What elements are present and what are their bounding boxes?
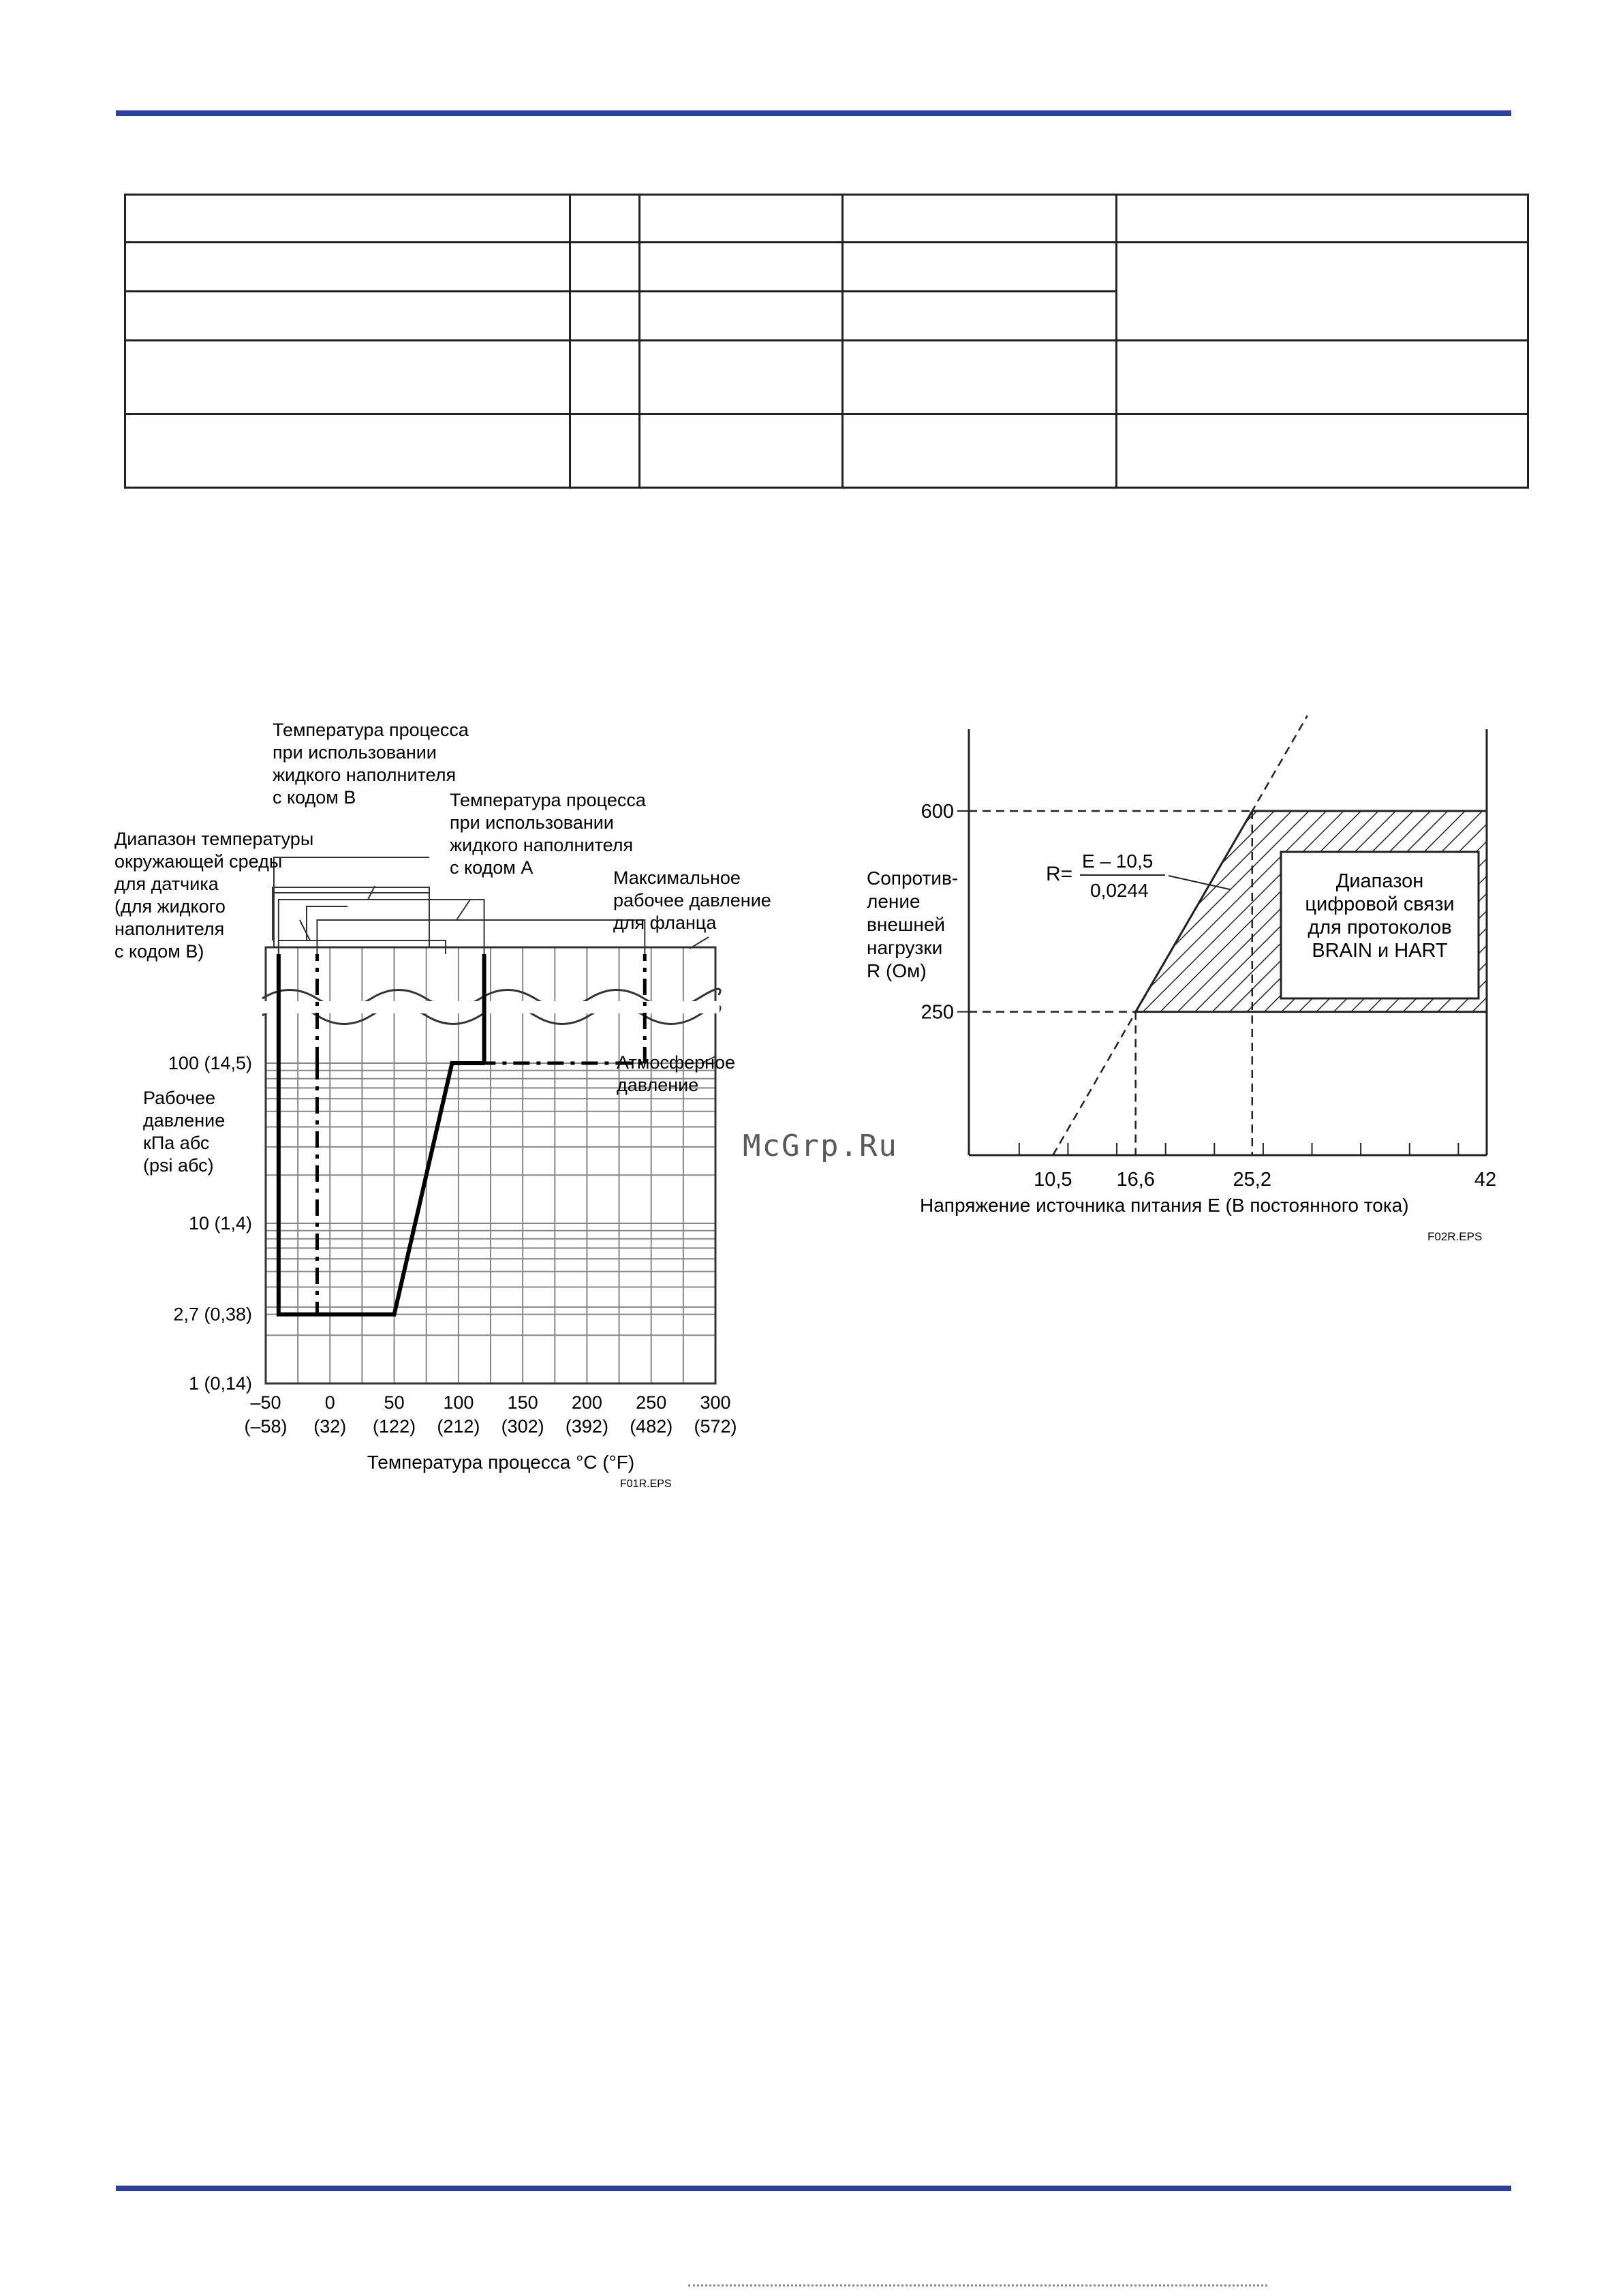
x-axis-title: Напряжение источника питания E (В постоянного тока) [920, 1195, 1409, 1216]
table-cell [570, 414, 639, 488]
annotation-process-temp-b: с кодом B [273, 787, 356, 808]
table-cell [639, 243, 842, 292]
formula-lhs: R= [1046, 863, 1073, 885]
bracket-ambient-pointer [307, 906, 347, 940]
table-cell [639, 292, 842, 341]
region-label: Диапазон [1335, 870, 1424, 892]
x-tick-label-celsius: 0 [324, 1392, 335, 1413]
x-tick-label: 42 [1474, 1169, 1497, 1191]
table-cell [1116, 414, 1528, 488]
y-tick-label: 600 [921, 801, 954, 823]
chart2-content [867, 716, 1496, 1243]
x-tick-label-fahrenheit: (122) [373, 1416, 416, 1437]
x-tick-label-celsius: 100 [443, 1392, 474, 1413]
table-cell [639, 414, 842, 488]
y-tick-label: 100 (14,5) [168, 1053, 252, 1073]
annotation-ambient-temp: с кодом B) [114, 941, 204, 962]
break-gap [263, 1001, 720, 1013]
leader-ambient [300, 920, 310, 940]
bracket-process-temp-b [279, 900, 484, 954]
x-tick-label-fahrenheit: (–58) [244, 1416, 288, 1437]
table-cell [570, 341, 639, 414]
x-tick-label-fahrenheit: (302) [501, 1416, 544, 1437]
figure-id: F02R.EPS [1427, 1230, 1483, 1243]
annotation-atmospheric-pressure: давление [617, 1075, 699, 1095]
table-cell [125, 414, 570, 488]
table-cell [125, 292, 570, 341]
series-code-b-line [317, 1063, 645, 1315]
x-tick-label-celsius: 300 [700, 1392, 731, 1413]
chart1-svg [102, 695, 784, 1493]
footer-text-fragment [688, 2284, 1267, 2295]
x-tick-label-fahrenheit: (572) [694, 1416, 737, 1437]
table-cell [639, 195, 842, 243]
x-tick-label-celsius: 150 [507, 1392, 538, 1413]
y-axis-title: кПа абс [143, 1133, 210, 1153]
region-label: цифровой связи [1305, 893, 1455, 915]
table-cell [843, 243, 1117, 292]
annotation-ambient-temp: окружающей среды [114, 851, 283, 872]
annotation-max-flange-pressure: Максимальное [613, 868, 741, 888]
x-tick-label-fahrenheit: (482) [630, 1416, 673, 1437]
watermark: McGrp.Ru [743, 1129, 898, 1163]
x-tick-label-fahrenheit: (212) [437, 1416, 480, 1437]
annotation-ambient-temp: Диапазон температуры [114, 829, 314, 849]
x-tick-label-fahrenheit: (32) [313, 1416, 347, 1437]
formula-denominator: 0,0244 [1090, 880, 1149, 901]
x-tick-label-celsius: 50 [384, 1392, 405, 1413]
y-axis-title: внешней [867, 914, 946, 935]
load-resistance-chart [852, 695, 1526, 1254]
x-tick-label-celsius: 200 [571, 1392, 602, 1413]
annotation-ambient-temp: (для жидкого [114, 896, 226, 917]
y-axis-title: Сопротив- [867, 868, 959, 889]
table-cell [843, 195, 1117, 243]
formula-numerator: E – 10,5 [1082, 851, 1154, 872]
bracket-process-temp-a [317, 920, 645, 954]
table-cell [843, 414, 1117, 488]
annotation-process-temp-b: жидкого наполнителя [273, 765, 457, 785]
bracket-b-ambient-box [273, 887, 429, 940]
x-tick-label: 10,5 [1034, 1169, 1072, 1191]
annotation-process-temp-a: жидкого наполнителя [450, 835, 634, 855]
figure-id: F01R.EPS [620, 1478, 672, 1490]
region-label: BRAIN и HART [1312, 940, 1448, 962]
table-cell [570, 195, 639, 243]
annotation-max-flange-pressure: рабочее давление [613, 890, 771, 910]
chart1-annotations [114, 720, 771, 1095]
footer-rule [116, 2186, 1511, 2191]
y-tick-label: 250 [921, 1001, 954, 1024]
table-cell [1116, 243, 1528, 341]
x-tick-label: 16,6 [1116, 1169, 1155, 1191]
header-rule [116, 110, 1511, 116]
annotation-ambient-temp: наполнителя [114, 919, 225, 939]
annotation-ambient-temp: для датчика [114, 874, 219, 894]
leader-process-temp-a [457, 900, 470, 920]
table-cell [1116, 195, 1528, 243]
table-cell [125, 195, 570, 243]
y-axis-title: нагрузки [867, 937, 943, 958]
table-cell [843, 341, 1117, 414]
y-tick-label: 10 (1,4) [188, 1213, 252, 1234]
x-tick-label-celsius: –50 [250, 1392, 281, 1413]
y-axis-title: (psi абс) [143, 1155, 214, 1176]
y-axis-title: давление [143, 1110, 226, 1131]
x-axis-title: Температура процесса °C (°F) [367, 1452, 635, 1473]
annotation-atmospheric-pressure: Атмосферное [617, 1052, 736, 1073]
table-cell [1116, 341, 1528, 414]
annotation-process-temp-a: Температура процесса [450, 790, 646, 810]
pressure-temperature-chart [102, 695, 784, 1493]
table-cell [125, 243, 570, 292]
spec-table [124, 194, 1529, 487]
y-axis-title: Рабочее [143, 1088, 216, 1108]
y-tick-label: 2,7 (0,38) [173, 1304, 252, 1325]
table-cell [125, 341, 570, 414]
y-axis-title: ление [867, 891, 921, 912]
chart2-svg [852, 695, 1526, 1254]
x-tick-label-fahrenheit: (392) [565, 1416, 608, 1437]
y-axis-title: R (Ом) [867, 960, 927, 981]
annotation-max-flange-pressure: для фланца [613, 913, 717, 933]
y-tick-label: 1 (0,14) [188, 1373, 252, 1394]
annotation-process-temp-b: при использовании [273, 742, 437, 763]
annotation-process-temp-b: Температура процесса [273, 720, 469, 740]
table-cell [570, 292, 639, 341]
annotation-process-temp-a: с кодом A [450, 857, 534, 878]
table-cell [843, 292, 1117, 341]
table-cell [570, 243, 639, 292]
series-code-a-line [279, 1063, 484, 1315]
x-tick-label: 25,2 [1233, 1169, 1272, 1191]
annotation-process-temp-a: при использовании [450, 812, 614, 833]
x-tick-label-celsius: 250 [636, 1392, 667, 1413]
region-label: для протоколов [1308, 917, 1452, 938]
table-cell [639, 341, 842, 414]
